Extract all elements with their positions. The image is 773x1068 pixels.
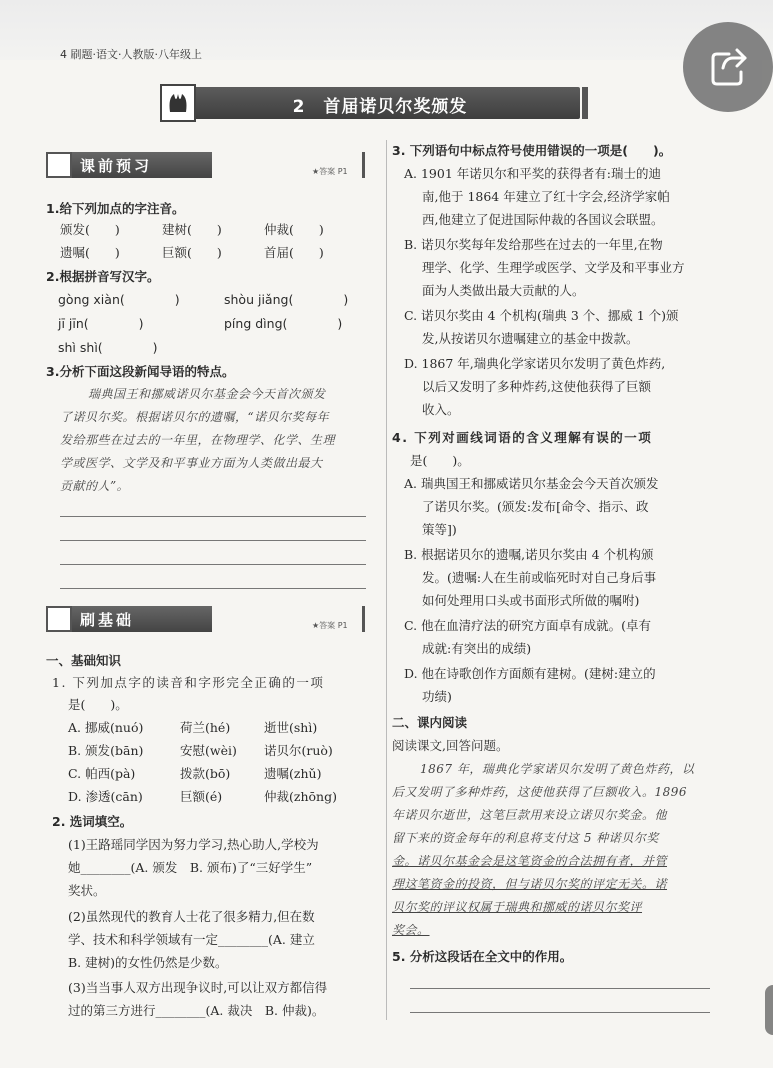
hanzi-blank[interactable]: píng dìng( ) xyxy=(224,316,343,331)
question-5r-stem: 5. 分析这段话在全文中的作用。 xyxy=(392,949,573,964)
option-c: 拨款(bō) xyxy=(180,766,231,781)
passage-line-underlined: 奖会。 xyxy=(392,923,430,937)
question-4r-stem: 是( )。 xyxy=(410,453,470,468)
answer-line[interactable] xyxy=(60,588,366,589)
option-a[interactable]: A. 挪威(nuó) xyxy=(68,720,144,735)
share-button[interactable] xyxy=(683,22,773,112)
news-lead-line: 了诺贝尔奖。根据诺贝尔的遗嘱，“诺贝尔奖每年 xyxy=(60,410,330,424)
answer-ref: ★答案 P1 xyxy=(312,167,348,176)
option-a[interactable]: A. 瑞典国王和挪威诺贝尔基金会今天首次颁发 xyxy=(404,476,659,491)
section-basics-label: 刷基础 xyxy=(80,611,135,629)
option-a-text: 南,他于 1864 年建立了红十字会,经济学家帕 xyxy=(422,189,670,204)
pinyin-blank[interactable]: 颁发( ) xyxy=(60,222,120,237)
option-b-text: 理学、化学、生理学或医学、文学及和平事业方 xyxy=(422,260,685,275)
reading-intro: 阅读课文,回答问题。 xyxy=(392,738,509,753)
title-logo-icon xyxy=(160,84,196,122)
option-d[interactable]: D. 他在诗歌创作方面颇有建树。(建树:建立的 xyxy=(404,666,656,681)
passage-line: 1867 年，瑞典化学家诺贝尔发明了黄色炸药，以 xyxy=(420,762,695,776)
news-lead-line: 贡献的人”。 xyxy=(60,479,130,493)
question-3-stem: 3.分析下面这段新闻导语的特点。 xyxy=(46,364,235,379)
fill-paragraph: (1)王路瑶同学因为努力学习,热心助人,学校为 xyxy=(68,837,319,852)
fill-blank[interactable]: 她________(A. 颁发 B. 颁布)了“三好学生” xyxy=(68,860,313,875)
option-a: 逝世(shì) xyxy=(264,720,318,735)
option-b-text: 如何处理用口头或书面形式所做的嘱咐) xyxy=(422,593,640,608)
option-b[interactable]: B. 颁发(bān) xyxy=(68,743,144,758)
option-c[interactable]: C. 他在血清疗法的研究方面卓有成就。(卓有 xyxy=(404,618,651,633)
passage-line-underlined: 金。诺贝尔基金会是这笔资金的合法拥有者，并管 xyxy=(392,854,668,868)
option-a-text: 了诺贝尔奖。(颁发:发布[命令、指示、政 xyxy=(422,499,649,514)
question-1-stem: 1.给下列加点的字注音。 xyxy=(46,201,185,216)
lesson-title: 2 首届诺贝尔奖颁发 xyxy=(292,97,468,117)
option-d[interactable]: D. 渗透(cān) xyxy=(68,789,143,804)
option-d[interactable]: D. 1867 年,瑞典化学家诺贝尔发明了黄色炸药, xyxy=(404,356,666,371)
answer-line[interactable] xyxy=(60,516,366,517)
fill-paragraph: 奖状。 xyxy=(68,883,106,898)
news-lead-line: 瑞典国王和挪威诺贝尔基金会今天首次颁发 xyxy=(88,387,326,401)
option-b: 诺贝尔(ruò) xyxy=(264,743,333,758)
answer-ref: ★答案 P1 xyxy=(312,621,348,630)
option-c-text: 发,从按诺贝尔遗嘱建立的基金中拨款。 xyxy=(422,331,639,346)
question-4r-stem: 4. 下列对画线词语的含义理解有误的一项 xyxy=(392,430,653,445)
passage-line: 年诺贝尔逝世，这笔巨款用来设立诺贝尔奖金。他 xyxy=(392,808,668,822)
share-icon xyxy=(707,46,749,88)
option-c[interactable]: C. 帕西(pà) xyxy=(68,766,136,781)
option-d-text: 收入。 xyxy=(422,402,460,417)
option-d-text: 以后又发明了多种炸药,这使他获得了巨额 xyxy=(422,379,651,394)
title-side-strip xyxy=(582,87,588,119)
column-divider xyxy=(386,140,387,1020)
pinyin-blank[interactable]: 建树( ) xyxy=(162,222,222,237)
option-b[interactable]: B. 诺贝尔奖每年发给那些在过去的一年里,在物 xyxy=(404,237,663,252)
section-preview-label: 课前预习 xyxy=(80,157,153,175)
answer-line[interactable] xyxy=(410,1012,710,1013)
hanzi-blank[interactable]: gòng xiàn( ) xyxy=(58,292,180,307)
passage-line: 后又发明了多种炸药，这使他获得了巨额收入。1896 xyxy=(392,785,688,799)
news-lead-line: 学或医学、文学及和平事业方面为人类做出最大 xyxy=(60,456,323,470)
option-b[interactable]: B. 根据诺贝尔的遗嘱,诺贝尔奖由 4 个机构颁 xyxy=(404,547,654,562)
option-c: 遗嘱(zhǔ) xyxy=(264,766,322,781)
question-1b-stem: 1. 下列加点字的读音和字形完全正确的一项 xyxy=(52,675,325,690)
option-a-text: 西,他建立了促进国际仲裁的各国议会联盟。 xyxy=(422,212,664,227)
passage-line-underlined: 贝尔奖的评议权属于瑞典和挪威的诺贝尔奖评 xyxy=(392,900,643,914)
section-logo-icon xyxy=(46,606,72,632)
part-2-heading: 二、课内阅读 xyxy=(392,715,468,730)
option-c-text: 成就:有突出的成绩) xyxy=(422,641,532,656)
pinyin-blank[interactable]: 巨额( ) xyxy=(162,245,222,260)
section-logo-icon xyxy=(46,152,72,178)
pinyin-blank[interactable]: 遗嘱( ) xyxy=(60,245,120,260)
pinyin-blank[interactable]: 首届( ) xyxy=(264,245,324,260)
pinyin-blank[interactable]: 仲裁( ) xyxy=(264,222,324,237)
fill-blank[interactable]: 学、技术和科学领域有一定________(A. 建立 xyxy=(68,932,315,947)
hanzi-blank[interactable]: jī jīn( ) xyxy=(58,316,144,331)
passage-line: 留下来的资金每年的利息将支付这 5 种诺贝尔奖 xyxy=(392,831,659,845)
option-b-text: 面为人类做出最大贡献的人。 xyxy=(422,283,585,298)
page-header: 4 刷题·语文·人教版·八年级上 xyxy=(60,48,202,61)
question-2-stem: 2.根据拼音写汉字。 xyxy=(46,269,160,284)
fill-blank[interactable]: 过的第三方进行________(A. 裁决 B. 仲裁)。 xyxy=(68,1003,325,1018)
option-b-text: 发。(遗嘱:人在生前或临死时对自己身后事 xyxy=(422,570,657,585)
question-1b-stem: 是( )。 xyxy=(68,697,128,712)
question-2b-stem: 2. 选词填空。 xyxy=(52,814,133,829)
part-1-heading: 一、基础知识 xyxy=(46,653,122,668)
answer-line[interactable] xyxy=(410,988,710,989)
option-b: 安慰(wèi) xyxy=(180,743,237,758)
option-a[interactable]: A. 1901 年诺贝尔和平奖的获得者有:瑞士的迪 xyxy=(404,166,661,181)
question-3r-stem: 3. 下列语句中标点符号使用错误的一项是( )。 xyxy=(392,143,672,158)
news-lead-line: 发给那些在过去的一年里，在物理学、化学、生理 xyxy=(60,433,336,447)
fill-paragraph: (3)当当事人双方出现争议时,可以让双方都信得 xyxy=(68,980,328,995)
option-d: 巨额(é) xyxy=(180,789,223,804)
hanzi-blank[interactable]: shì shì( ) xyxy=(58,340,158,355)
answer-line[interactable] xyxy=(60,564,366,565)
option-c[interactable]: C. 诺贝尔奖由 4 个机构(瑞典 3 个、挪威 1 个)颁 xyxy=(404,308,679,323)
answer-line[interactable] xyxy=(60,540,366,541)
scrollbar-handle[interactable] xyxy=(765,985,773,1035)
fill-paragraph: (2)虽然现代的教育人士花了很多精力,但在数 xyxy=(68,909,315,924)
passage-line-underlined: 理这笔资金的投资，但与诺贝尔奖的评定无关。诺 xyxy=(392,877,668,891)
hanzi-blank[interactable]: shòu jiǎng( ) xyxy=(224,292,349,307)
option-a-text: 策等]) xyxy=(422,522,457,537)
fill-paragraph: B. 建树)的女性仍然是少数。 xyxy=(68,955,228,970)
option-a: 荷兰(hé) xyxy=(180,720,231,735)
option-d-text: 功绩) xyxy=(422,689,452,704)
option-d: 仲裁(zhōng) xyxy=(264,789,337,804)
